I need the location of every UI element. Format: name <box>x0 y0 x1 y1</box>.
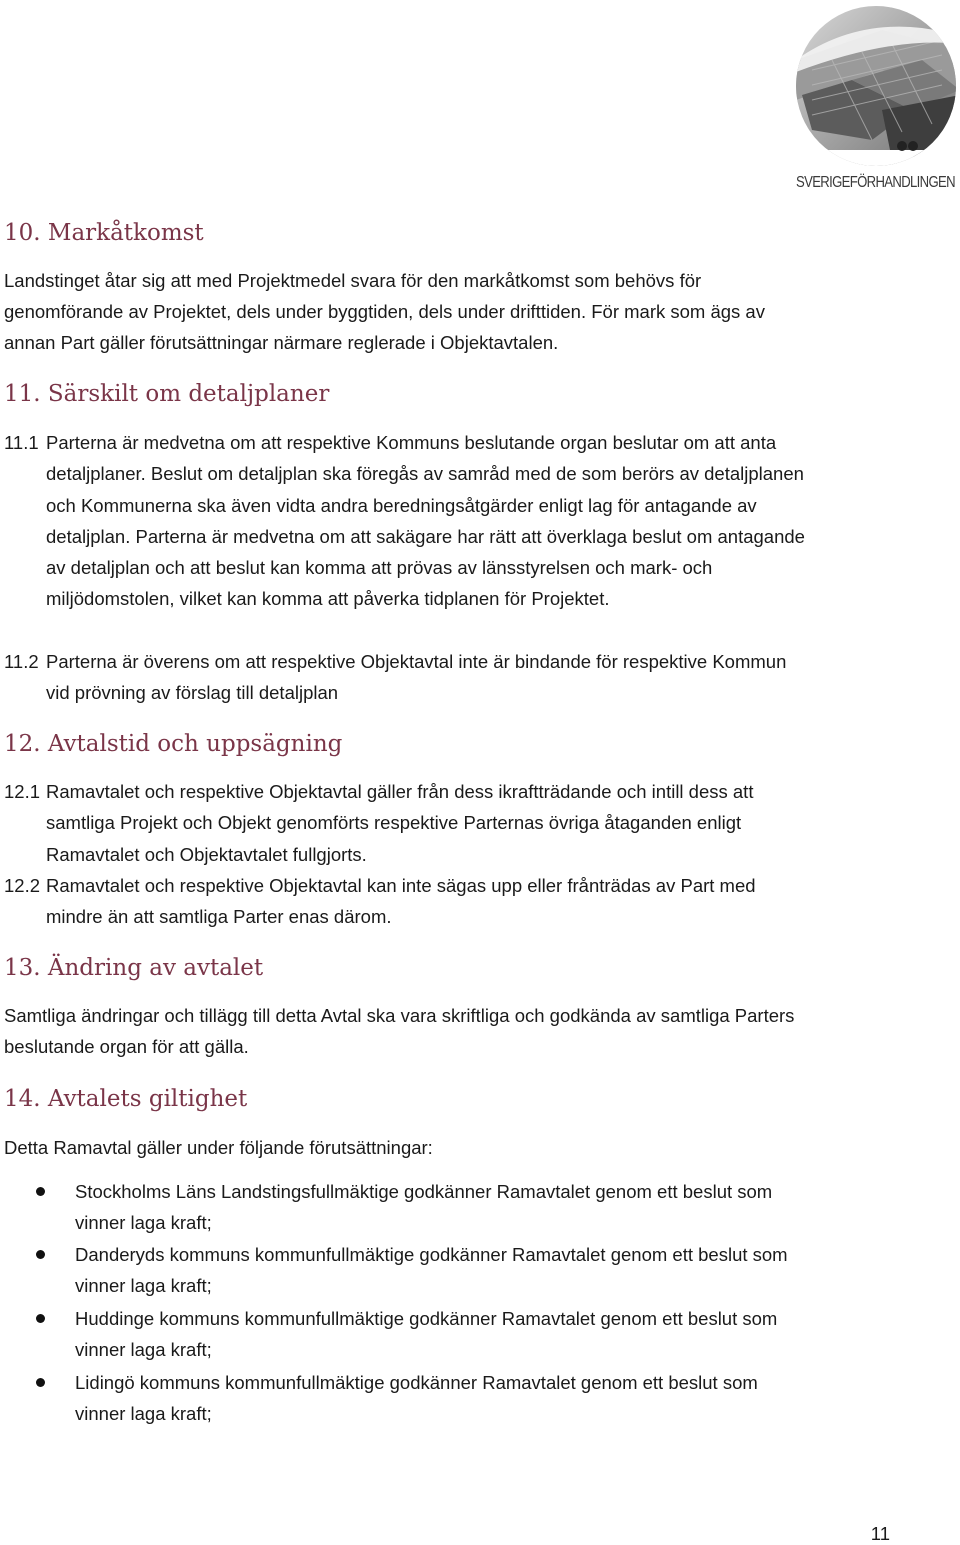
item-line: detaljplaner. Beslut om detaljplan ska föregås av samråd med de som berörs av detaljplanen <box>46 463 804 485</box>
item-number: 12.1 <box>4 781 41 802</box>
bullet-icon <box>36 1187 45 1196</box>
numbered-item <box>4 870 924 934</box>
paragraph-line: beslutande organ för att gälla. <box>4 1036 249 1057</box>
paragraph-line: annan Part gäller förutsättningar närmare reglerade i Objektavtalen. <box>4 332 559 353</box>
item-number: 11.1 <box>4 432 39 453</box>
paragraph-line: Landstinget åtar sig att med Projektmedel svara för den markåtkomst som behövs för <box>4 270 702 291</box>
section-heading-avtalstid: 12. Avtalstid och uppsägning <box>4 731 343 757</box>
list-item-line: Stockholms Läns Landstingsfullmäktige godkänner Ramavtalet genom ett beslut som <box>75 1181 773 1202</box>
bullet-icon <box>36 1250 45 1259</box>
item-line: detaljplan. Parterna är medvetna om att sakägare har rätt att överklaga beslut om antagande <box>46 525 805 547</box>
bullet-icon <box>36 1378 45 1387</box>
item-line: samtliga Projekt och Objekt genomförts respektive Parternas övriga åtaganden enligt <box>46 812 742 834</box>
section-heading-detaljplaner: 11. Särskilt om detaljplaner <box>4 381 330 407</box>
section-paragraph <box>4 1000 904 1062</box>
logo-emblem-icon <box>792 0 960 170</box>
item-number: 11.2 <box>4 651 39 672</box>
item-line: av detaljplan och att beslut kan komma att prövas av länsstyrelsen och mark- och <box>46 557 713 579</box>
list-item-text <box>75 1303 777 1365</box>
item-line: vid prövning av förslag till detaljplan <box>46 682 339 704</box>
list-item <box>30 1176 910 1238</box>
list-item-line: Lidingö kommuns kommunfullmäktige godkänner Ramavtalet genom ett beslut som <box>75 1372 758 1393</box>
item-line: Ramavtalet och respektive Objektavtal kan inte sägas upp eller frånträdas av Part med <box>46 875 756 896</box>
list-item-line: vinner laga kraft; <box>75 1339 212 1360</box>
list-item-text <box>75 1239 788 1301</box>
item-text <box>46 427 805 615</box>
item-text <box>46 646 786 709</box>
item-text <box>46 776 753 870</box>
list-item-line: Huddinge kommuns kommunfullmäktige godkänner Ramavtalet genom ett beslut som <box>75 1308 778 1329</box>
item-number: 12.2 <box>4 875 41 896</box>
item-line: Parterna är överens om att respektive Objektavtal inte är bindande för respektive Kommun <box>46 651 787 672</box>
section-heading-markatkomst: 10. Markåtkomst <box>4 220 204 246</box>
item-line: Parterna är medvetna om att respektive Kommuns beslutande organ beslutar om att anta <box>46 432 777 453</box>
item-line: mindre än att samtliga Parter enas därom. <box>46 906 392 928</box>
numbered-item <box>4 646 924 710</box>
sverigeforhandlingen-logo <box>792 0 960 196</box>
logo-wordmark: SVERIGEFÖRHANDLINGEN <box>796 174 955 191</box>
paragraph-line: genomförande av Projektet, dels under byggtiden, dels under drifttiden. För mark som ägs av <box>4 301 765 322</box>
section-paragraph <box>4 265 904 358</box>
list-item-line: vinner laga kraft; <box>75 1275 212 1296</box>
section-heading-andring: 13. Ändring av avtalet <box>4 955 264 981</box>
paragraph-line: Detta Ramavtal gäller under följande förutsättningar: <box>4 1137 433 1158</box>
list-item-line: vinner laga kraft; <box>75 1212 212 1233</box>
item-text <box>46 870 756 933</box>
list-item-text <box>75 1367 758 1429</box>
list-item-line: vinner laga kraft; <box>75 1403 212 1424</box>
item-line: Ramavtalet och respektive Objektavtal gäller från dess ikraftträdande och intill dess att <box>46 781 754 802</box>
bullet-list <box>30 1176 930 1436</box>
item-line: och Kommunerna ska även vidta andra beredningsåtgärder enligt lag för antagande av <box>46 494 757 516</box>
section-paragraph <box>4 1132 904 1163</box>
item-line: Ramavtalet och Objektavtalet fullgjorts. <box>46 843 367 865</box>
item-line: miljödomstolen, vilket kan komma att påverka tidplanen för Projektet. <box>46 588 610 610</box>
list-item <box>30 1367 910 1429</box>
list-item-line: Danderyds kommuns kommunfullmäktige godkänner Ramavtalet genom ett beslut som <box>75 1244 788 1265</box>
paragraph-line: Samtliga ändringar och tillägg till detta Avtal ska vara skriftliga och godkända av samtliga Parters <box>4 1005 795 1026</box>
numbered-item <box>4 776 924 871</box>
list-item-text <box>75 1176 772 1238</box>
section-heading-giltighet: 14. Avtalets giltighet <box>4 1086 248 1112</box>
numbered-item <box>4 427 924 617</box>
page-number: 11 <box>870 1523 890 1544</box>
bullet-icon <box>36 1314 45 1323</box>
list-item <box>30 1303 910 1365</box>
list-item <box>30 1239 910 1301</box>
